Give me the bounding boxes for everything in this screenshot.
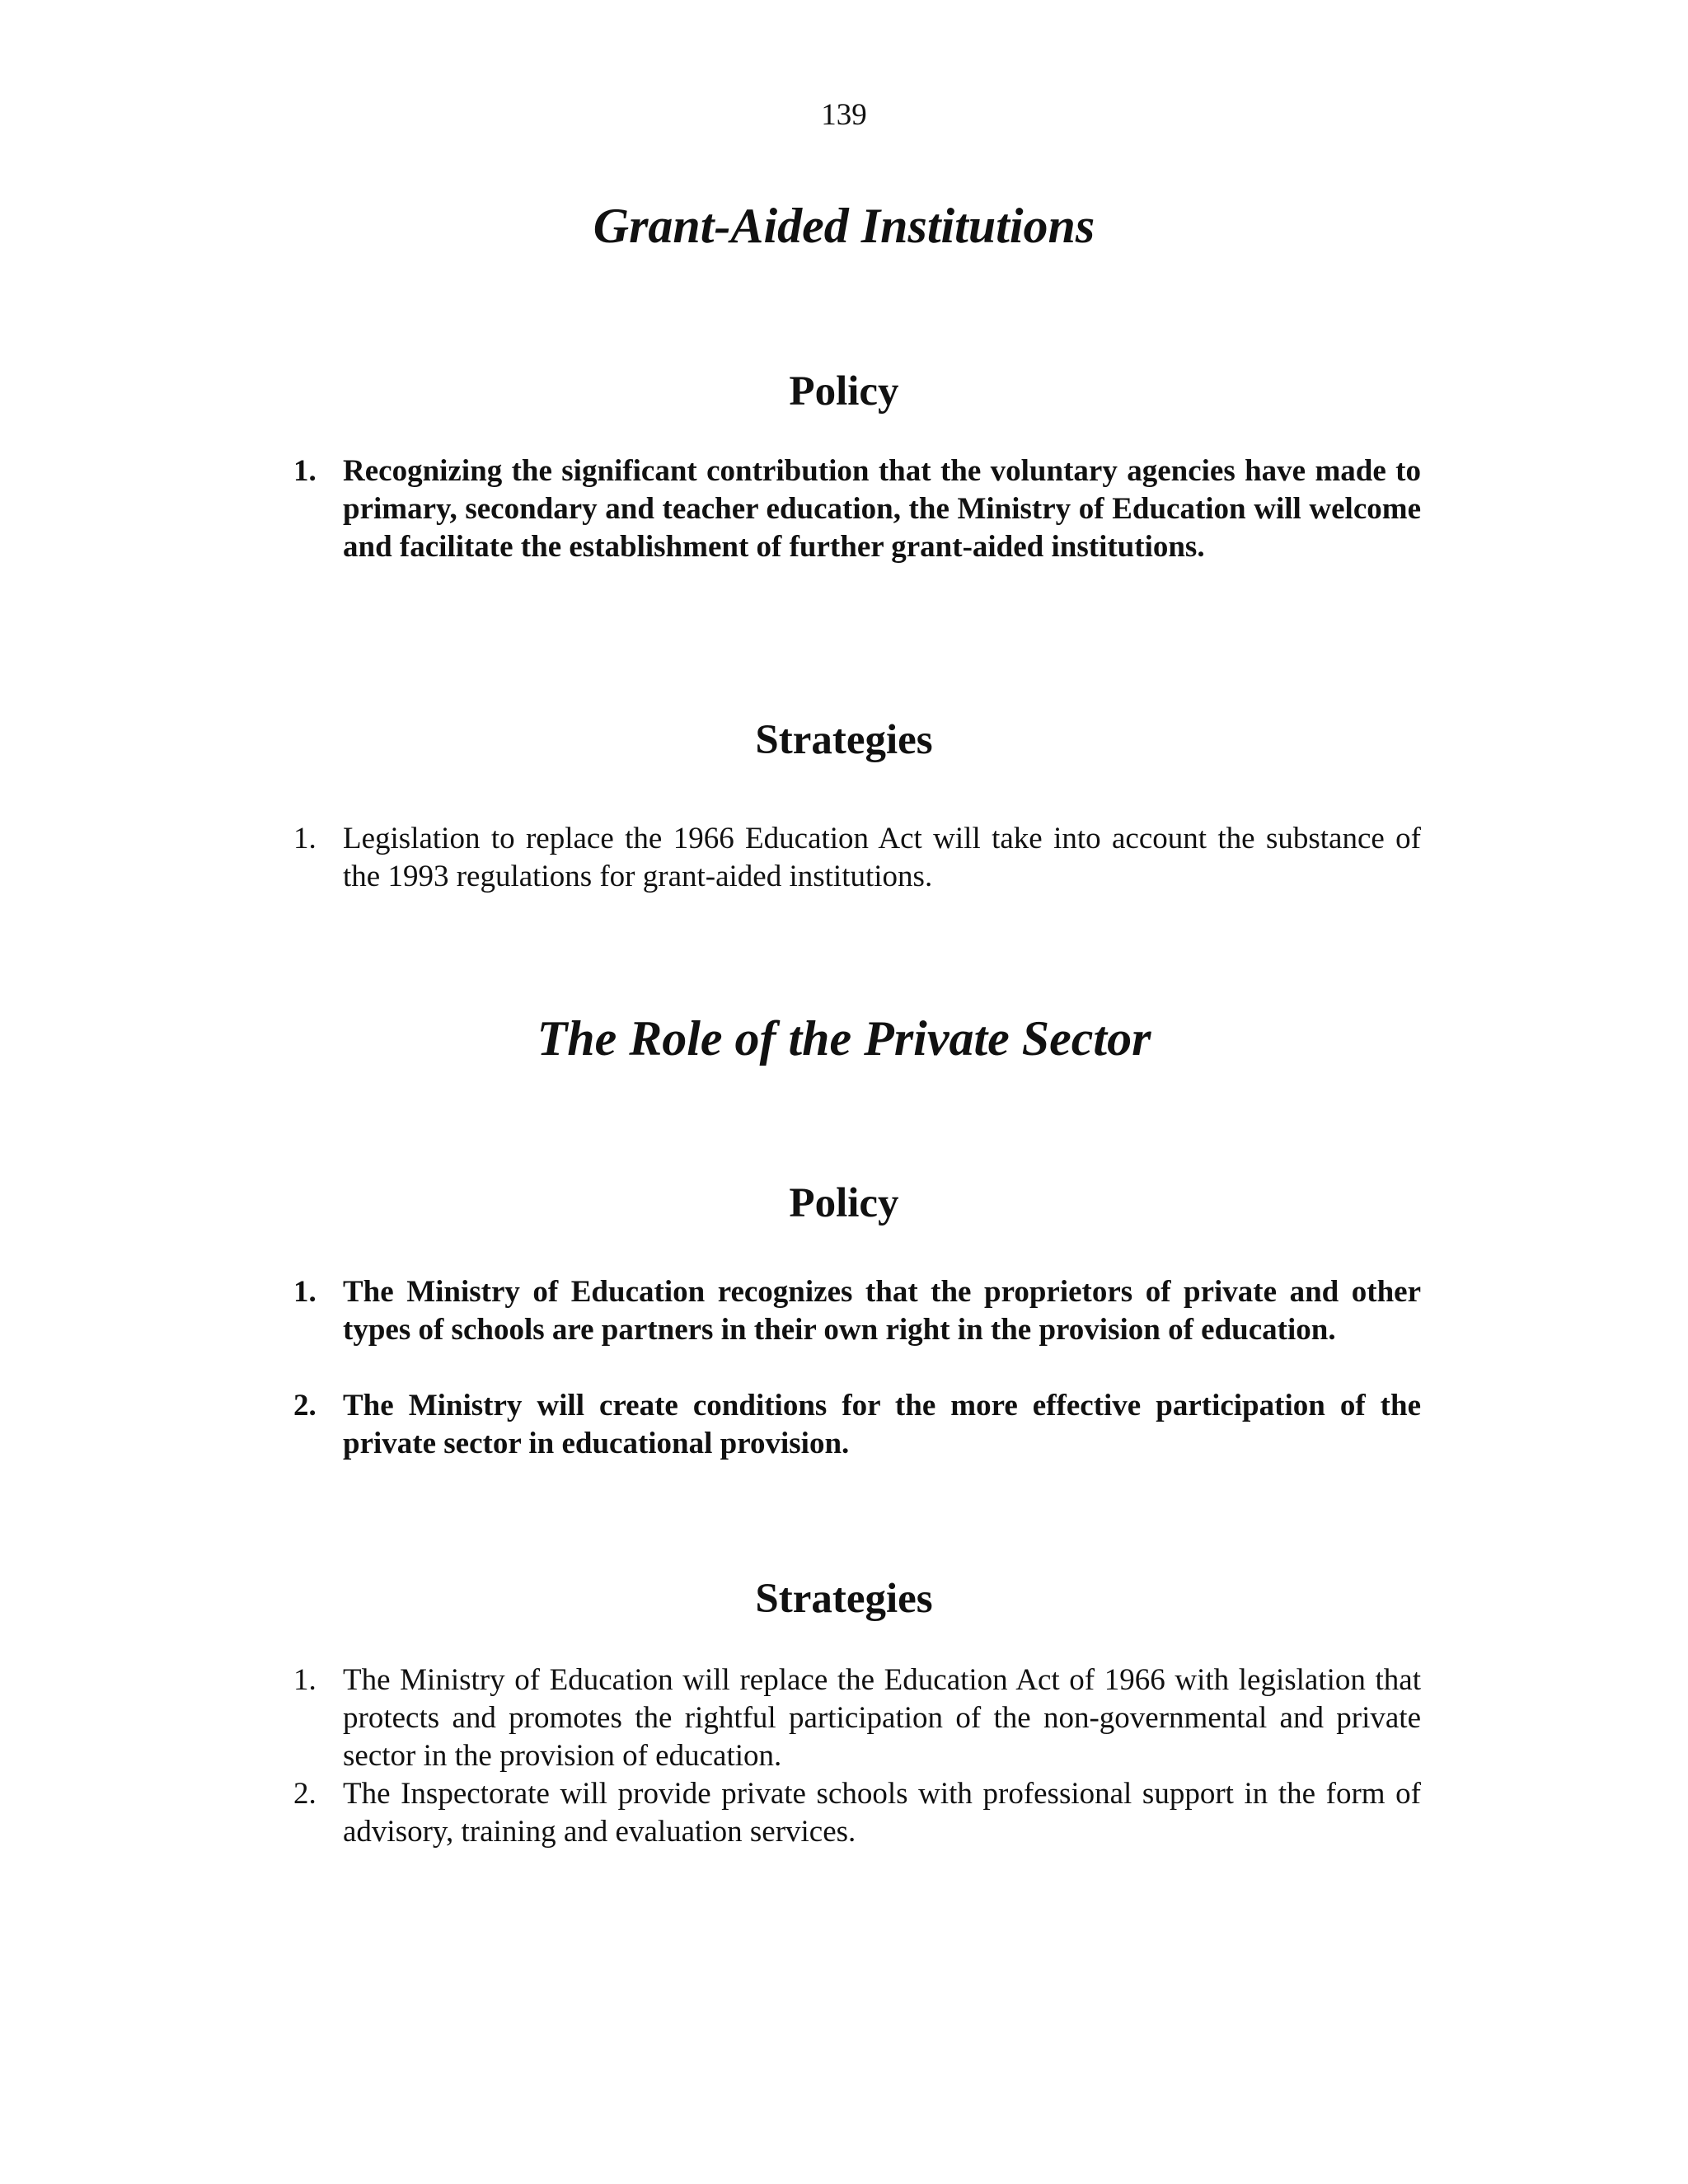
strategies-list [293, 1661, 1421, 1851]
item-number: 1. [293, 454, 316, 488]
list-item [293, 1273, 1421, 1349]
policy-heading: Policy [789, 1180, 899, 1226]
list-item [293, 1775, 1421, 1851]
page-number: 139 [821, 98, 867, 132]
item-number: 1. [293, 1275, 316, 1309]
item-text: Legislation to replace the 1966 Education Act will take into account the substance of the 1993 regulations for grant-aided institutions. [343, 822, 1421, 893]
item-text: The Ministry of Education will replace the Education Act of 1966 with legislation that protects and promotes the rightful participation of the non-governmental and private sector in the provision of education. [343, 1663, 1421, 1773]
item-text: The Ministry will create conditions for the more effective participation of the private sector in educational provision. [343, 1389, 1421, 1460]
item-number: 2. [293, 1389, 316, 1422]
policy-list [293, 452, 1421, 566]
item-number: 2. [293, 1777, 316, 1811]
policy-list [293, 1273, 1421, 1463]
strategies-list [293, 820, 1421, 896]
section-title-private-sector: The Role of the Private Sector [537, 1011, 1151, 1066]
section-title-grant-aided-institutions: Grant-Aided Institutions [593, 199, 1095, 253]
item-number: 1. [293, 1663, 316, 1697]
list-item [293, 1387, 1421, 1463]
policy-heading: Policy [789, 368, 899, 415]
list-item [293, 820, 1421, 896]
item-text: The Ministry of Education recognizes that the proprietors of private and other types of schools are partners in their own right in the provision of education. [343, 1275, 1421, 1347]
item-text: The Inspectorate will provide private schools with professional support in the form of advisory, training and evaluation services. [343, 1777, 1421, 1849]
list-item [293, 1661, 1421, 1775]
item-number: 1. [293, 822, 316, 855]
strategies-heading: Strategies [755, 717, 933, 763]
item-text: Recognizing the significant contribution that the voluntary agencies have made to primary, secondary and teacher education, the Ministry of Education will welcome and facilitate the establishment of further grant-aided institutions. [343, 454, 1421, 564]
list-item [293, 452, 1421, 566]
strategies-heading: Strategies [755, 1576, 933, 1622]
